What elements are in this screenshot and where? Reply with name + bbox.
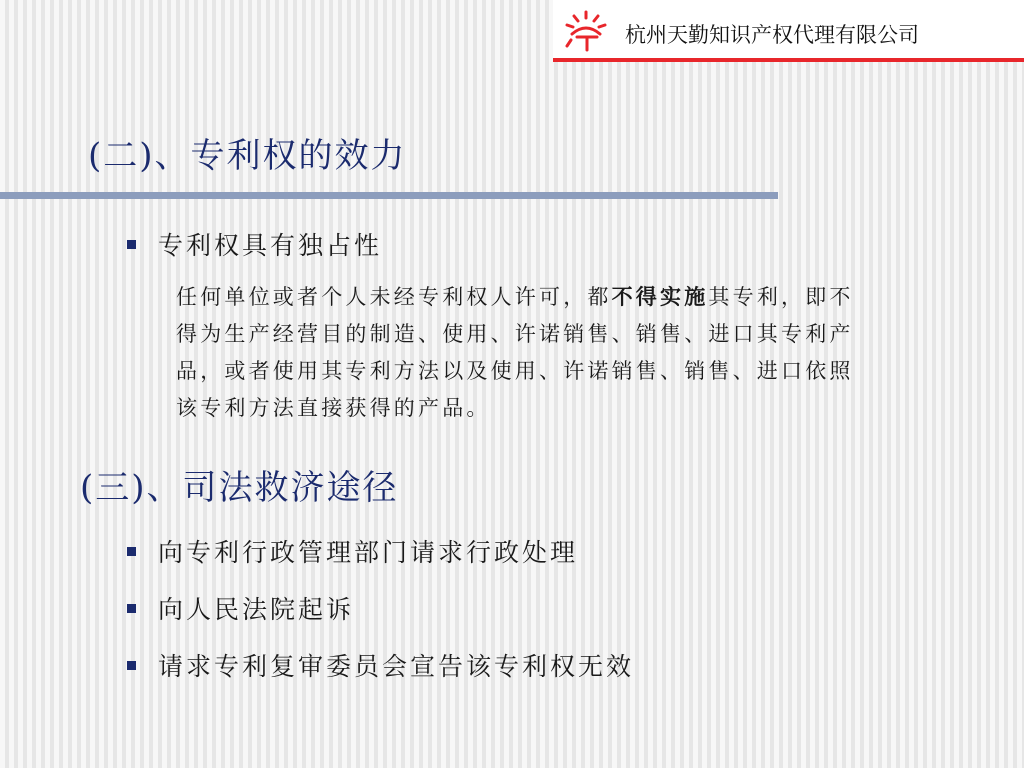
bullet-label: 向专利行政管理部门请求行政处理 [158,538,579,567]
bullet-square-icon [127,240,136,249]
bullet-square-icon [127,661,136,670]
bullet-item [127,533,578,569]
title-divider [0,192,778,199]
paragraph-line: 品，或者使用其专利方法以及使用、许诺销售、销售、进口依照 [176,359,854,383]
bullet-item [127,647,634,683]
bullet-square-icon [127,547,136,556]
paragraph-line: 该专利方法直接获得的产品。 [176,396,491,420]
bullet-square-icon [127,604,136,613]
bullet-label: 请求专利复审委员会宣告该专利权无效 [158,652,635,681]
paragraph-line [176,278,976,316]
header-red-line [553,58,1024,62]
sun-logo-icon [564,10,608,52]
paragraph-text: 任何单位或者个人未经专利权人许可，都 [176,285,612,309]
paragraph-line: 得为生产经营目的制造、使用、许诺销售、销售、进口其专利产 [176,322,854,346]
section-title-effect: (二)、专利权的效力 [88,136,407,176]
exclusivity-paragraph [176,278,976,427]
bullet-item [127,226,382,262]
paragraph-emphasis: 不得实施 [611,284,709,309]
bullet-item [127,590,354,626]
bullet-label: 向人民法院起诉 [158,595,355,624]
section-title-remedy: (三)、司法救济途径 [80,468,399,508]
paragraph-text: 其专利，即不 [708,285,854,309]
company-name: 杭州天勤知识产权代理有限公司 [625,23,919,47]
bullet-label: 专利权具有独占性 [158,231,383,260]
